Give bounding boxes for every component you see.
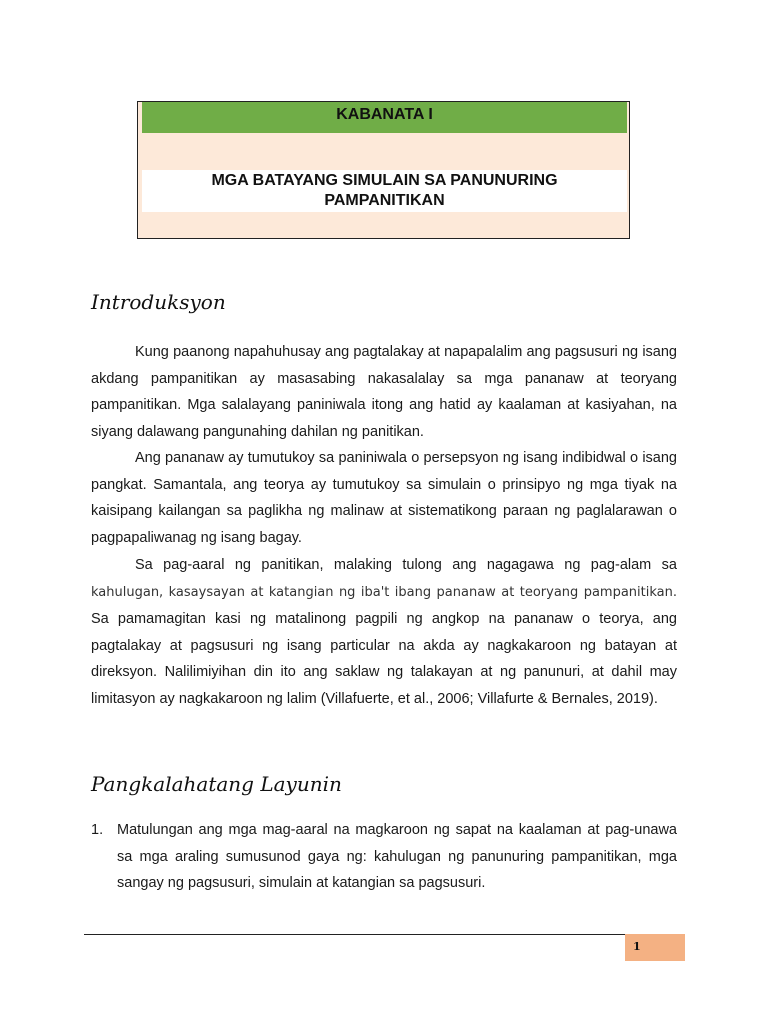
introduction-heading: Introduksyon: [91, 290, 226, 314]
intro-paragraph-3-part-2: kahulugan, kasaysayan at katangian ng iba't ibang pananaw at teoryang pampanitikan.: [91, 584, 677, 600]
chapter-title: [142, 170, 627, 212]
page-number-badge: [625, 934, 685, 961]
page-number: 1: [633, 940, 641, 953]
chapter-title-line-1: MGA BATAYANG SIMULAIN SA PANUNURING: [211, 172, 558, 189]
objectives-heading: Pangkalahatang Layunin: [91, 772, 342, 796]
intro-paragraph-1: Kung paanong napahuhusay ang pagtalakay at napapalalim ang pagsusuri ng isang akdang pampanitikan ay masasabing nakasalalay sa mga pananaw at teoryang pampanitikan. Mga salalayang paniniwala itong ang hatid ay kaalaman at kasiyahan, na siyang dalawang pangunahing dahilan ng panitikan.: [91, 344, 677, 440]
chapter-title-line-2: PAMPANITIKAN: [324, 192, 445, 209]
list-item-number: 1.: [91, 822, 104, 838]
chapter-label: KABANATA I: [142, 102, 627, 133]
list-item-text: Matulungan ang mga mag-aaral na magkaroon ng sapat na kaalaman at pag-unawa sa mga araling sumusunod gaya ng: kahulugan ng panunuring pampanitikan, mga sangay ng pagsusuri, simulain at katangian sa pagsusuri.: [117, 822, 677, 892]
intro-paragraph-3-part-3: Sa pamamagitan kasi ng matalinong pagpili ng angkop na pananaw o teorya, ang pagtalakay at pagsusuri ng isang particular na akda ay nagkakaroon ng batayan at direksyon. Nalilimiyihan din ito ang saklaw ng talakayan at ng panunuri, at dahil may limitasyon ay nagkakaroon ng lalim (Villafuerte, et al., 2006; Villafurte & Bernales, 2019).: [91, 611, 677, 707]
intro-paragraph-2: Ang pananaw ay tumutukoy sa paniniwala o persepsyon ng isang indibidwal o isang pangkat. Samantala, ang teorya ay tumutukoy sa simulain o prinsipyo ng mga tiyak na kaisipang kailangan sa paglikha ng malinaw at sistematikong paraan ng paglalarawan o pagpapaliwanag ng isang bagay.: [91, 450, 677, 546]
objectives-list: [91, 817, 677, 897]
intro-paragraph-3-part-1: Sa pag-aaral ng panitikan, malaking tulong ang nagagawa ng pag-alam sa: [135, 557, 677, 573]
chapter-header-box: [137, 101, 630, 239]
list-item: [91, 817, 677, 897]
intro-paragraph-3: [91, 552, 677, 713]
footer-divider: [84, 934, 625, 935]
